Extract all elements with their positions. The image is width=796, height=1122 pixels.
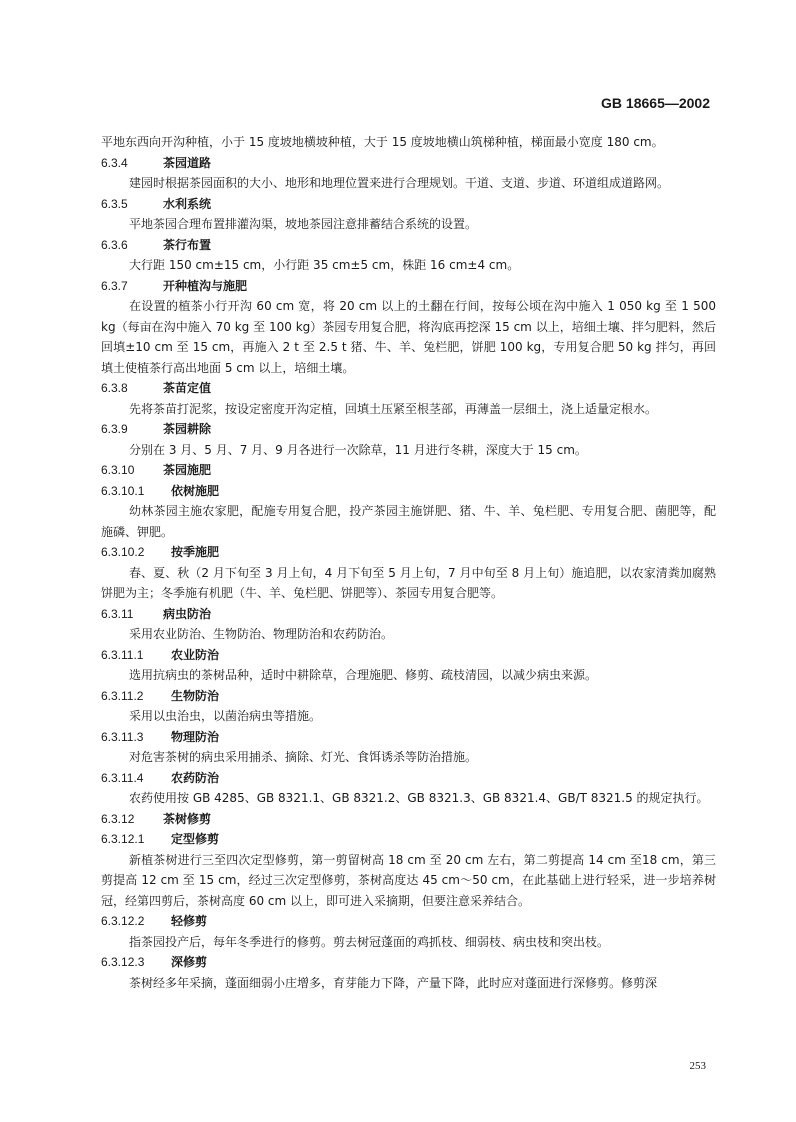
paragraph: 平地东西向开沟种植，小于 15 度坡地横坡种植，大于 15 度坡地横山筑梯种植，梯面最小宽度 180 cm。 <box>101 135 664 149</box>
section-heading <box>101 378 716 399</box>
paragraph: 采用以虫治虫，以菌治病虫等措施。 <box>129 709 322 723</box>
paragraph: 茶树经多年采摘，蓬面细弱小庄增多，育芽能力下降，产量下降，此时应对蓬面进行深修剪。修剪深 <box>129 975 658 990</box>
paragraph: 新植茶树进行三至四次定型修剪，第一剪留树高 18 cm 至 20 cm 左右，第二剪提高 14 cm 至18 cm，第三剪提高 12 cm 至 15 cm，经过三次定型修剪，茶树高度达 45 cm～50 cm，在此基础上进行轻采，进一步培养树冠，经第四剪后，茶树高度 60 cm 以上，即可进入采摘期，但要注意采养结合。 <box>101 852 716 908</box>
section-number: 6.3.11.4 <box>101 770 144 785</box>
section-heading <box>101 686 716 707</box>
section-number: 6.3.11 <box>101 606 134 621</box>
paragraph: 对危害茶树的病虫采用捕杀、摘除、灯光、食饵诱杀等防治措施。 <box>129 750 478 764</box>
section-heading <box>101 829 716 850</box>
section-title: 定型修剪 <box>171 832 220 846</box>
section-title: 农业防治 <box>171 647 220 662</box>
section-number: 6.3.10.2 <box>101 545 145 559</box>
section-number: 6.3.9 <box>101 422 128 436</box>
section-title: 依树施肥 <box>171 483 220 498</box>
section-title: 茶苗定值 <box>163 381 212 395</box>
section-heading <box>101 460 716 481</box>
section-heading <box>101 419 716 440</box>
section-number: 6.3.12.3 <box>101 955 145 969</box>
section-heading <box>101 911 716 932</box>
paragraph: 分别在 3 月、5 月、7 月、9 月各进行一次除草，11 月进行冬耕，深度大于 15 cm。 <box>129 442 587 457</box>
section-title: 物理防治 <box>171 729 220 744</box>
paragraph: 指茶园投产后，每年冬季进行的修剪。剪去树冠蓬面的鸡抓枝、细弱枝、病虫枝和突出枝。 <box>129 934 610 949</box>
section-title: 茶园耕除 <box>163 422 212 436</box>
section-number: 6.3.10 <box>101 463 135 477</box>
paragraph: 先将茶苗打泥浆，按设定密度开沟定植，回填土压紧至根茎部，再薄盖一层细土，浇上适量定根水。 <box>129 401 658 416</box>
paragraph: 农药使用按 GB 4285、GB 8321.1、GB 8321.2、GB 8321.3、GB 8321.4、GB/T 8321.5 的规定执行。 <box>129 791 709 805</box>
section-heading <box>101 952 716 973</box>
paragraph: 选用抗病虫的茶树品种，适时中耕除草，合理施肥、修剪、疏枝清园，以减少病虫来源。 <box>129 668 598 682</box>
section-number: 6.3.7 <box>101 278 128 293</box>
page-number: 253 <box>689 1060 706 1072</box>
section-number: 6.3.11.2 <box>101 688 144 703</box>
section-title: 病虫防治 <box>163 606 212 621</box>
section-number: 6.3.12.2 <box>101 914 145 928</box>
standard-code: GB 18665—2002 <box>601 95 710 111</box>
paragraph: 平地茶园合理布置排灌沟渠，坡地茶园注意排蓄结合系统的设置。 <box>129 217 478 231</box>
section-heading <box>101 481 716 502</box>
paragraph: 幼林茶园主施农家肥，配施专用复合肥，投产茶园主施饼肥、猪、牛、羊、兔栏肥、专用复合肥、菌肥等，配施磷、钾肥。 <box>101 504 716 539</box>
paragraph: 建园时根据茶园面积的大小、地形和地理位置来进行合理规划。干道、支道、步道、环道组成道路网。 <box>129 176 670 190</box>
section-title: 农药防治 <box>171 770 220 785</box>
section-heading <box>101 768 716 789</box>
section-heading <box>101 194 716 215</box>
section-heading <box>101 727 716 748</box>
section-number: 6.3.12.1 <box>101 832 145 846</box>
section-number: 6.3.5 <box>101 196 128 211</box>
section-title: 深修剪 <box>171 955 208 969</box>
paragraph: 在设置的植茶小行开沟 60 cm 宽，将 20 cm 以上的土翻在行间，按每公顷在沟中施入 1 050 kg 至 1 500 kg（每亩在沟中施入 70 kg 至 100 kg）茶园专用复合肥，将沟底再挖深 15 cm 以上，培细土壤、拌匀肥料，然后回填±10 cm 至 15 cm，再施入 2 t 至 2.5 t 猪、牛、羊、兔栏肥，饼肥 100 kg，专用复合肥 50 kg 拌匀，再回填土使植茶行高出地面 5 cm 以上，培细土壤。 <box>101 299 716 375</box>
section-number: 6.3.8 <box>101 381 128 395</box>
section-number: 6.3.4 <box>101 155 128 170</box>
section-title: 茶园道路 <box>163 155 212 170</box>
section-number: 6.3.11.3 <box>101 729 144 744</box>
section-heading <box>101 276 716 297</box>
section-number: 6.3.11.1 <box>101 647 144 662</box>
paragraph: 大行距 150 cm±15 cm，小行距 35 cm±5 cm，株距 16 cm±4 cm。 <box>129 258 520 272</box>
section-title: 按季施肥 <box>171 545 220 559</box>
document-body <box>101 132 716 993</box>
section-heading <box>101 645 716 666</box>
section-heading <box>101 542 716 563</box>
section-number: 6.3.6 <box>101 237 128 252</box>
section-title: 水利系统 <box>163 196 212 211</box>
section-title: 茶行布置 <box>163 237 212 252</box>
section-heading <box>101 153 716 174</box>
section-heading <box>101 235 716 256</box>
section-title: 生物防治 <box>171 688 220 703</box>
section-title: 茶园施肥 <box>163 463 212 477</box>
section-title: 开种植沟与施肥 <box>163 278 248 293</box>
paragraph: 采用农业防治、生物防治、物理防治和农药防治。 <box>129 627 394 641</box>
section-title: 轻修剪 <box>171 914 208 928</box>
section-heading <box>101 809 716 830</box>
section-number: 6.3.12 <box>101 811 135 826</box>
section-heading <box>101 604 716 625</box>
section-number: 6.3.10.1 <box>101 483 145 498</box>
paragraph: 春、夏、秋（2 月下旬至 3 月上旬，4 月下旬至 5 月上旬，7 月中旬至 8 月上旬）施追肥，以农家清粪加腐熟饼肥为主；冬季施有机肥（牛、羊、兔栏肥、饼肥等）、茶园专用复合肥等。 <box>101 565 716 600</box>
section-title: 茶树修剪 <box>163 811 212 826</box>
